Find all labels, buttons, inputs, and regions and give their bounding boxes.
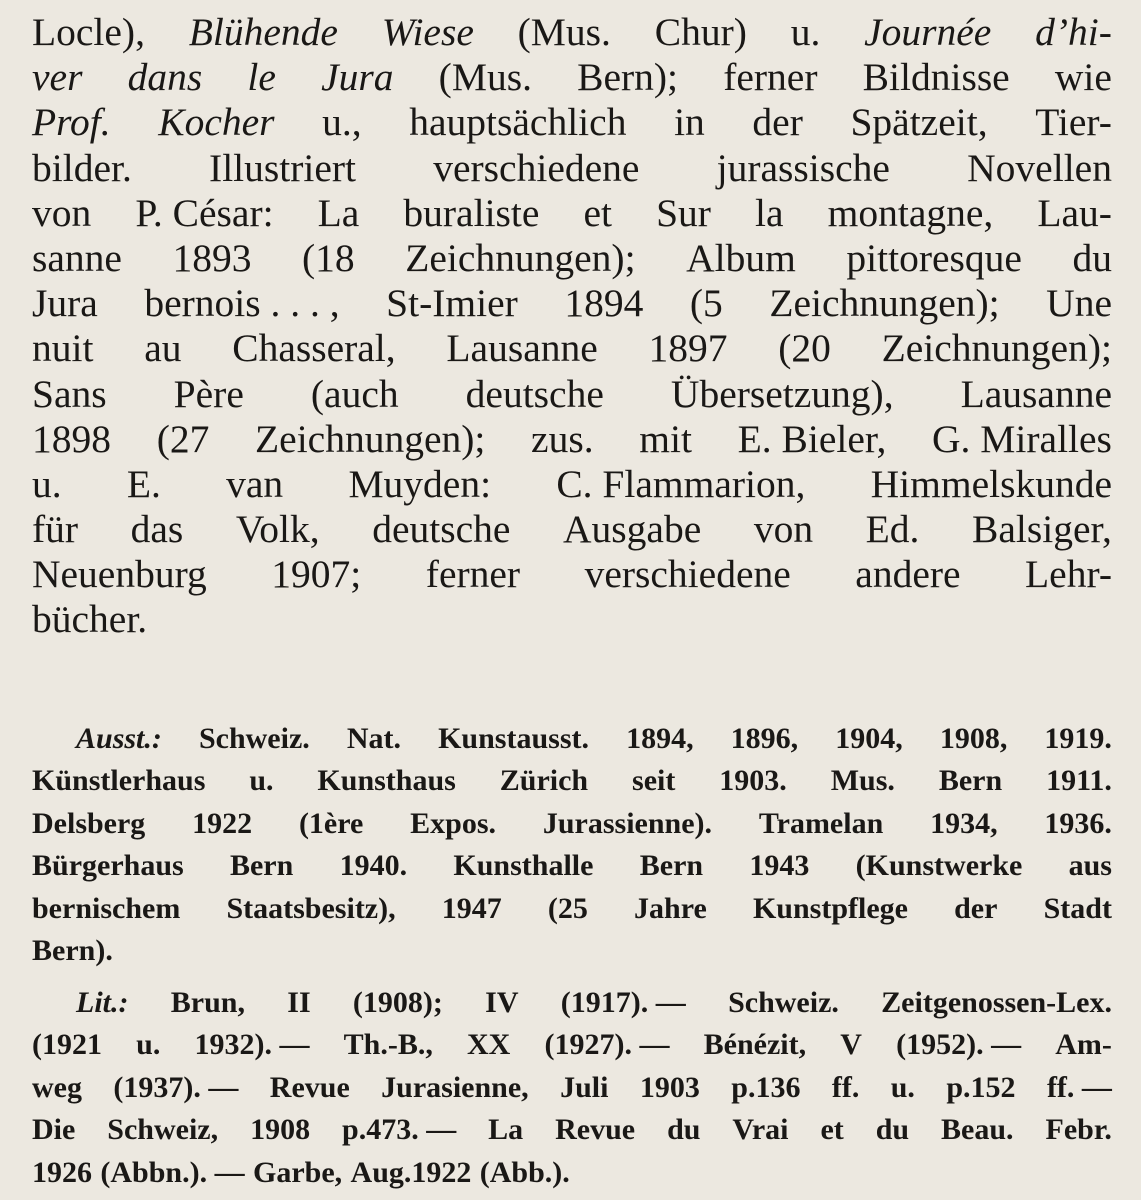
word: Kunstausst. — [438, 722, 589, 755]
word: 1898 — [32, 416, 111, 461]
word: (Mus. — [517, 10, 611, 54]
word: 1932). — — [194, 1028, 310, 1062]
word: deutsche — [465, 371, 604, 416]
word: Stadt — [1043, 891, 1112, 925]
word: XX — [467, 1028, 511, 1062]
text-line — [32, 236, 1112, 281]
word: Spätzeit, — [850, 100, 988, 145]
word: Balsiger, — [972, 507, 1112, 552]
word: (27 — [156, 416, 210, 461]
word: Sur — [656, 190, 711, 235]
word: Une — [1046, 281, 1112, 326]
word: La — [488, 1113, 524, 1147]
word: P. César: — [135, 190, 274, 235]
word: 1893 — [172, 235, 252, 280]
word: Kunstpflege — [752, 891, 908, 925]
word: Zeichnungen); — [255, 416, 486, 461]
word: Übersetzung), — [670, 371, 894, 416]
word: Jahre — [634, 891, 707, 925]
word: (Abb.). — [479, 1155, 570, 1189]
word: La — [317, 190, 360, 235]
word: 1903. — [719, 764, 787, 798]
word: E. Bieler, — [737, 416, 887, 461]
word: Schweiz. — [728, 986, 839, 1019]
text-line — [32, 1152, 1112, 1194]
word: p.473. — — [342, 1113, 457, 1147]
text-line — [32, 982, 1112, 1024]
word: Bern). — [32, 933, 113, 967]
word: (auch — [310, 371, 399, 416]
word: bernischem — [32, 891, 181, 925]
word: Jurassienne). — [542, 806, 713, 840]
text-line — [32, 1024, 1112, 1066]
word: u. — [32, 461, 62, 506]
word: Illustriert — [209, 145, 357, 190]
word: Bern — [229, 849, 294, 883]
word: V — [840, 1028, 862, 1062]
word: (Abbn.). — — [100, 1155, 245, 1189]
word: 1911. — [1046, 764, 1112, 798]
word: Kunsthalle — [453, 849, 594, 883]
word: (1921 — [32, 1028, 102, 1062]
word: Kunsthaus — [317, 764, 456, 798]
word: Lehr- — [1025, 552, 1112, 597]
word: p.136 — [731, 1070, 801, 1104]
word: van — [226, 461, 284, 506]
word: 1896, — [730, 722, 799, 755]
word: C. Flammarion, — [556, 461, 806, 506]
word: Bildnisse — [862, 55, 1010, 100]
word: Bern — [639, 849, 704, 883]
word: Himmelskunde — [870, 461, 1112, 506]
word: (Mus. — [438, 55, 532, 100]
word: weg — [32, 1070, 82, 1104]
word: le — [247, 55, 276, 100]
word: 1908, — [939, 722, 1008, 755]
word: sanne — [32, 235, 122, 280]
text-line — [32, 417, 1112, 462]
word: Bürgerhaus — [32, 849, 184, 883]
text-line — [32, 552, 1112, 597]
word: et — [820, 1113, 844, 1147]
word: deutsche — [372, 507, 511, 552]
word: du — [875, 1113, 910, 1147]
word: (25 — [547, 891, 588, 925]
word: verschiedene — [433, 145, 640, 190]
word: (Kunstwerke — [855, 849, 1023, 883]
word: (20 — [778, 326, 831, 371]
word: mit — [639, 416, 692, 461]
word: Schweiz, — [107, 1113, 219, 1147]
text-line — [32, 597, 1112, 642]
word: 1926 — [32, 1155, 92, 1189]
text-line — [32, 930, 1112, 972]
word: Bern — [938, 764, 1003, 798]
word: Journée — [864, 10, 992, 54]
word: Ausst.: — [76, 722, 162, 755]
word: (1908); — [352, 986, 443, 1019]
word: II — [287, 986, 311, 1019]
word: dans — [127, 55, 203, 100]
word: ferner — [425, 552, 521, 597]
text-line — [32, 888, 1112, 930]
word: u. — [890, 1070, 915, 1104]
text-line — [32, 10, 1112, 55]
word: E. — [126, 461, 161, 506]
word: 1897 — [648, 326, 728, 371]
word: (1917). — — [560, 986, 686, 1019]
word: Zürich — [499, 764, 589, 798]
word: Tier- — [1035, 100, 1112, 145]
word: Ausgabe — [563, 507, 702, 552]
text-line — [32, 803, 1112, 845]
word: Zeichnungen); — [405, 235, 636, 280]
word: Muyden: — [348, 461, 492, 506]
word: Aug.1922 — [350, 1155, 472, 1189]
word: du — [1072, 235, 1112, 280]
word: Blühende — [188, 10, 338, 54]
word: Bern); — [577, 55, 679, 100]
word: du — [667, 1113, 701, 1147]
word: Lau- — [1037, 190, 1112, 235]
word: Revue — [555, 1113, 636, 1147]
word: (1952). — — [896, 1028, 1022, 1062]
word: 1943 — [749, 849, 810, 883]
word: ver — [32, 55, 83, 100]
word: Lausanne — [960, 371, 1112, 416]
word: (1ère — [298, 806, 364, 840]
exhibitions-paragraph — [32, 718, 1112, 972]
word: IV — [485, 986, 519, 1019]
word: ferner — [723, 55, 818, 100]
word: (1927). — — [544, 1028, 670, 1062]
word: Febr. — [1045, 1113, 1112, 1147]
word: Künstlerhaus — [32, 764, 206, 798]
text-line — [32, 1067, 1112, 1109]
word: 1940. — [339, 849, 408, 883]
word: Novellen — [967, 145, 1112, 190]
word: Lit.: — [76, 986, 129, 1019]
word: 1894, — [626, 722, 694, 755]
text-line — [32, 55, 1112, 100]
word: 1934, — [930, 806, 998, 840]
text-line — [32, 845, 1112, 887]
word: Kocher — [158, 100, 275, 145]
word: u. — [790, 10, 821, 54]
word: von — [753, 507, 814, 552]
word: Père — [173, 371, 244, 416]
word: Wiese — [381, 10, 474, 54]
text-line — [32, 507, 1112, 552]
text-line — [32, 326, 1112, 371]
word: au — [144, 326, 182, 371]
word: aus — [1068, 849, 1112, 883]
word: Neuenburg — [32, 552, 207, 597]
text-line — [32, 760, 1112, 802]
word: Chur) — [654, 10, 747, 54]
word: montagne, — [827, 190, 994, 235]
word: 1894 — [564, 281, 644, 326]
word: Th.-B., — [343, 1028, 433, 1062]
word: Delsberg — [32, 806, 146, 840]
word: p.152 — [946, 1070, 1016, 1104]
word: Prof. — [32, 100, 111, 145]
word: u. — [136, 1028, 161, 1062]
text-line — [32, 191, 1112, 236]
text-line — [32, 281, 1112, 326]
word: Bénézit, — [703, 1028, 807, 1062]
word: 1904, — [835, 722, 903, 755]
word: Locle), — [32, 10, 145, 54]
word: u. — [249, 764, 274, 798]
word: Garbe, — [252, 1155, 343, 1189]
word: (18 — [302, 235, 355, 280]
word: et — [583, 190, 613, 235]
word: seit — [632, 764, 676, 798]
word: ff. — — [1046, 1070, 1112, 1104]
word: Tramelan — [758, 806, 884, 840]
biography-paragraph — [32, 10, 1112, 643]
word: buraliste — [403, 190, 540, 235]
word: hauptsächlich — [409, 100, 627, 145]
word: bernois . . . , — [144, 281, 340, 326]
word: pittoresque — [846, 235, 1022, 280]
word: Juli — [560, 1070, 609, 1104]
word: Zeitgenossen-Lex. — [881, 986, 1112, 1019]
word: Revue — [269, 1070, 350, 1104]
word: Expos. — [410, 806, 497, 840]
word: St-Imier — [386, 281, 518, 326]
word: 1922 — [192, 806, 253, 840]
word: Mus. — [830, 764, 895, 798]
word: 1908 — [250, 1113, 311, 1147]
word: ff. — [831, 1070, 860, 1104]
word: für — [32, 507, 79, 552]
word: Schweiz. — [198, 722, 310, 755]
word: Lausanne — [446, 326, 598, 371]
word: Brun, — [170, 986, 245, 1019]
word: bilder. — [32, 145, 132, 190]
word: das — [130, 507, 184, 552]
word: la — [755, 190, 784, 235]
word: 1903 — [639, 1070, 700, 1104]
word: Am- — [1055, 1028, 1112, 1062]
word: Album — [686, 235, 796, 280]
word: der — [954, 891, 998, 925]
word: wie — [1054, 55, 1112, 100]
word: bücher. — [32, 597, 148, 642]
text-line — [32, 462, 1112, 507]
word: Jura — [32, 281, 98, 326]
word: Die — [32, 1113, 76, 1147]
word: der — [752, 100, 803, 145]
word: 1907; — [271, 552, 362, 597]
word: Vrai — [732, 1113, 789, 1147]
word: Nat. — [346, 722, 402, 755]
literature-paragraph — [32, 982, 1112, 1194]
word: 1919. — [1044, 722, 1112, 755]
text-line — [32, 146, 1112, 191]
word: Chasseral, — [232, 326, 396, 371]
word: 1936. — [1044, 806, 1112, 840]
word: jurassische — [716, 145, 890, 190]
word: nuit — [32, 326, 94, 371]
word: andere — [855, 552, 961, 597]
word: zus. — [531, 416, 594, 461]
word: Volk, — [235, 507, 320, 552]
word: (5 — [689, 281, 723, 326]
word: Ed. — [865, 507, 920, 552]
word: in — [674, 100, 705, 145]
word: Jurasienne, — [381, 1070, 529, 1104]
word: Zeichnungen); — [769, 281, 1000, 326]
text-line — [32, 718, 1112, 760]
word: Sans — [32, 371, 107, 416]
text-line — [32, 372, 1112, 417]
word: (1937). — — [113, 1070, 239, 1104]
word: 1947 — [441, 891, 502, 925]
word: von — [32, 190, 92, 235]
word: verschiedene — [584, 552, 791, 597]
word: G. Miralles — [932, 416, 1112, 461]
word: Staatsbesitz), — [226, 891, 396, 925]
text-line — [32, 100, 1112, 145]
word: u., — [322, 100, 362, 145]
word: Beau. — [941, 1113, 1014, 1147]
word: Zeichnungen); — [881, 326, 1112, 371]
word: d’hi- — [1035, 10, 1112, 54]
word: Jura — [321, 55, 394, 100]
text-line — [32, 1109, 1112, 1151]
